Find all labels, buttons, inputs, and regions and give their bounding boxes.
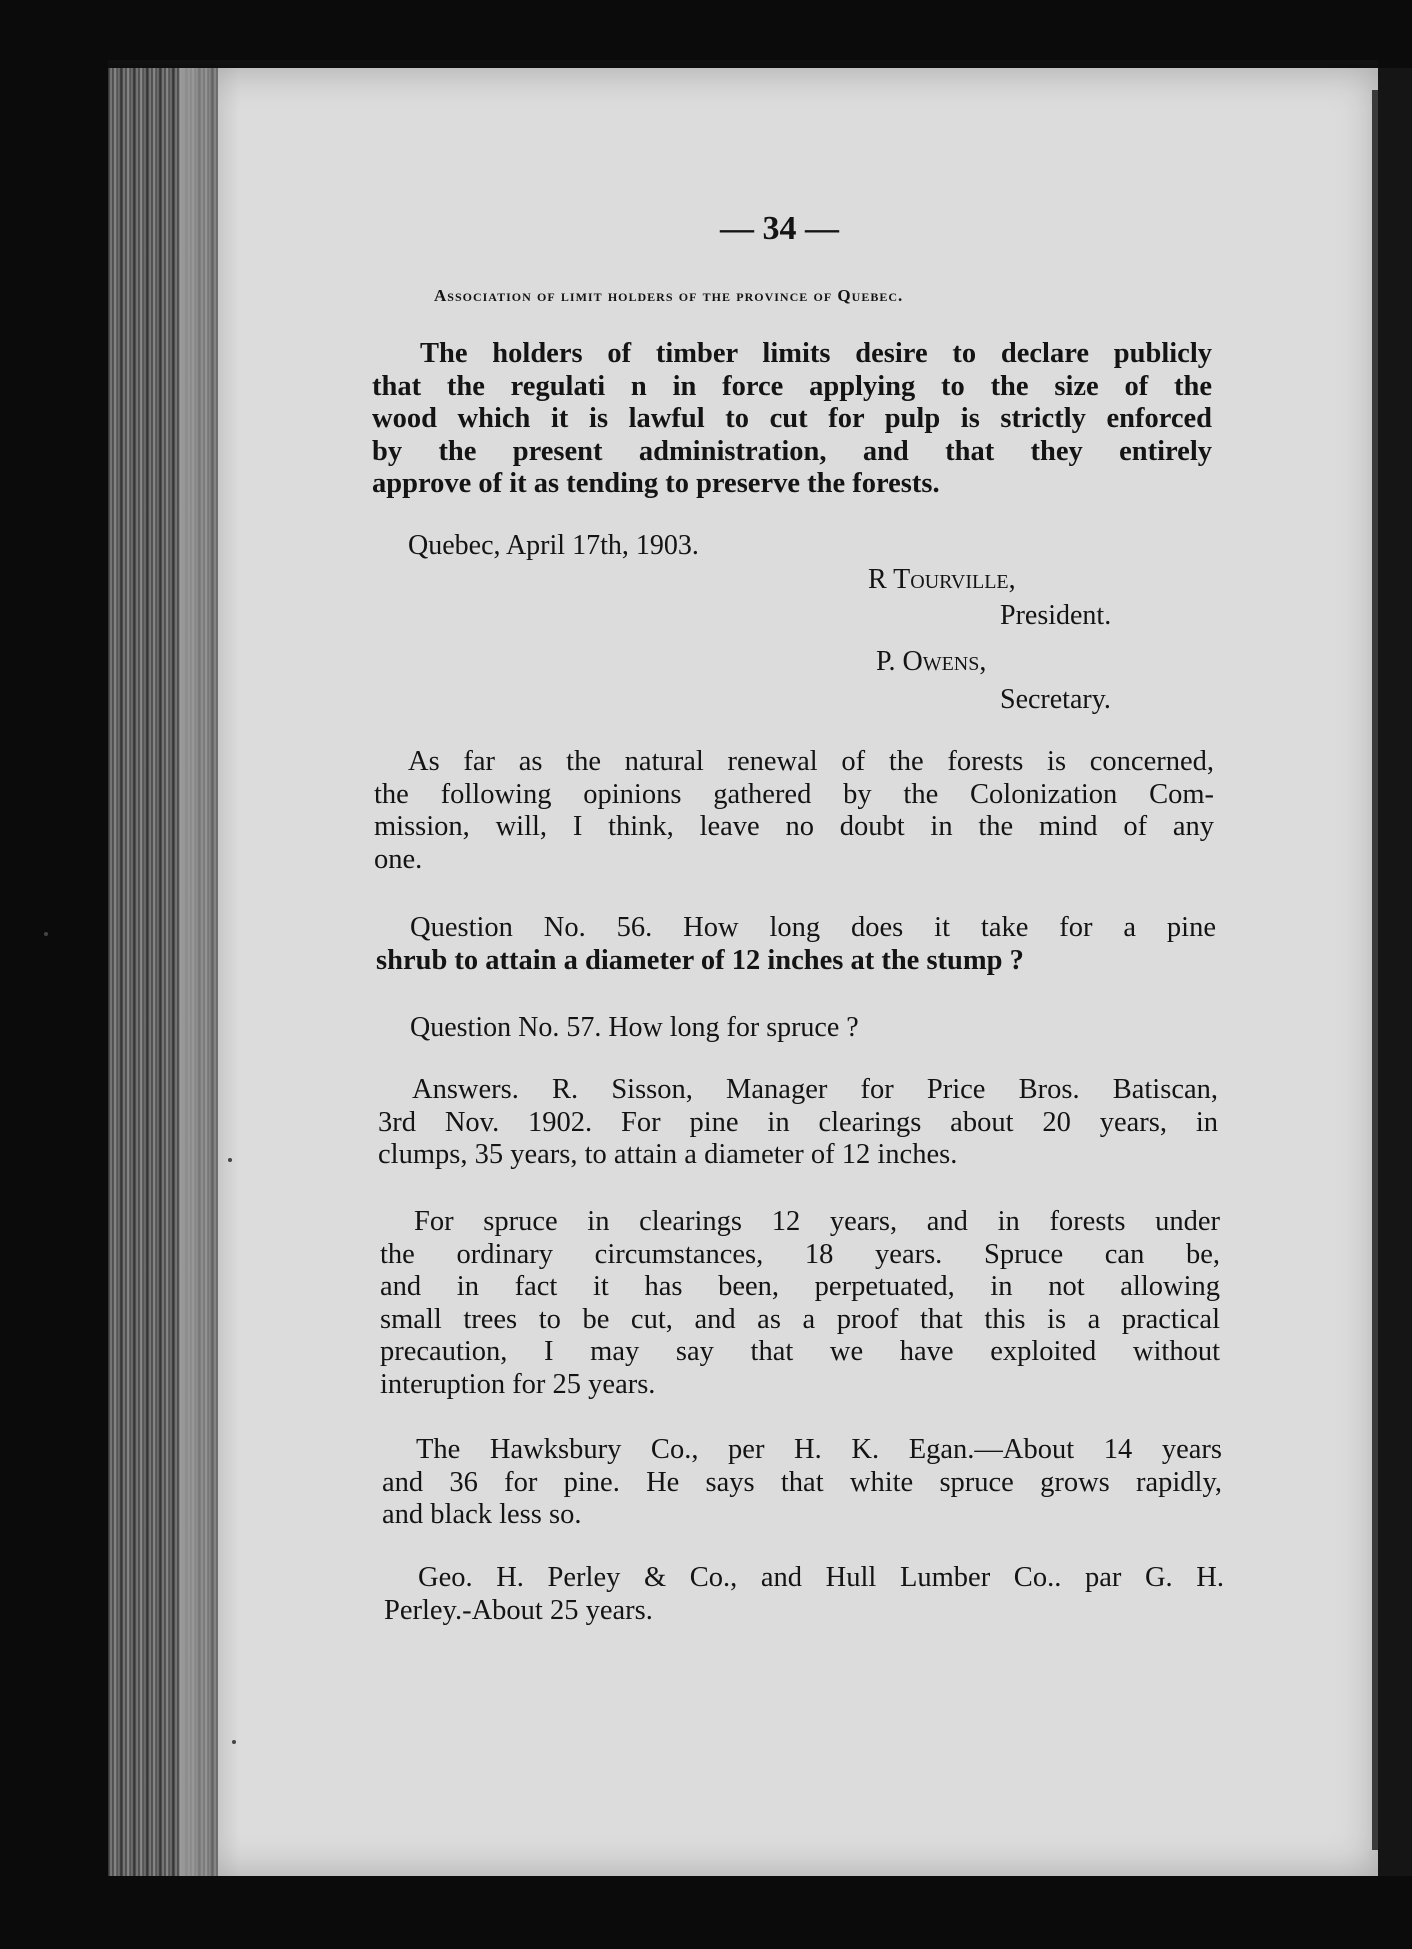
text-line: 3rd Nov. 1902. For pine in clearings about 20 years, in [378, 1106, 1218, 1138]
gutter-fade [180, 68, 240, 1876]
text-line: that the regulati n in force applying to the size of the [372, 370, 1212, 402]
text-line: approve of it as tending to preserve the forests. [372, 468, 940, 499]
paragraph-spruce [380, 1206, 1220, 1401]
text-line: The Hawksbury Co., per H. K. Egan.—About 14 years [416, 1434, 1222, 1465]
text-line: and black less so. [382, 1499, 582, 1530]
text-line: wood which it is lawful to cut for pulp is strictly enforced [372, 403, 1212, 434]
question-56 [376, 912, 1216, 977]
text-line: mission, will, I think, leave no doubt in the mind of any [374, 811, 1214, 842]
paragraph-hawksbury [382, 1434, 1222, 1532]
text-line: one. [374, 843, 423, 875]
text-line: shrub to attain a diameter of 12 inches at the stump ? [376, 944, 1024, 976]
paragraph-limit-holders [372, 338, 1212, 501]
text-line: Geo. H. Perley & Co., and Hull Lumber Co.. par G. H. [418, 1562, 1224, 1593]
text-line: small trees to be cut, and as a proof that this is a practical [380, 1303, 1220, 1335]
signature-name: P. Owens, [876, 646, 987, 677]
answers-sisson [378, 1074, 1218, 1172]
text-line: by the present administration, and that they entirely [372, 435, 1212, 467]
text-line: interuption for 25 years. [380, 1368, 656, 1400]
signature-title: President. [1000, 600, 1112, 631]
scan-right-border [1378, 68, 1412, 1876]
paragraph-perley [384, 1562, 1224, 1627]
text-line: As far as the natural renewal of the forests is concerned, [408, 746, 1214, 777]
speck [232, 1740, 236, 1744]
speck [44, 932, 48, 936]
paragraph-renewal [374, 746, 1214, 876]
dateline: Quebec, April 17th, 1903. [408, 530, 699, 561]
text-line: For spruce in clearings 12 years, and in forests under [414, 1206, 1220, 1237]
text-line: and 36 for pine. He says that white spruce grows rapidly, [382, 1466, 1222, 1498]
text-line: Answers. R. Sisson, Manager for Price Bros. Batiscan, [412, 1074, 1218, 1105]
page-number: — 34 — [720, 210, 839, 247]
text-line: and in fact it has been, perpetuated, in not allowing [380, 1271, 1220, 1302]
question-57: Question No. 57. How long for spruce ? [410, 1012, 859, 1043]
text-line: the ordinary circumstances, 18 years. Spruce can be, [380, 1238, 1220, 1270]
text-line: Question No. 56. How long does it take for a pine [410, 912, 1216, 943]
speck [228, 1158, 232, 1162]
signature-title: Secretary. [1000, 684, 1111, 715]
text-line: the following opinions gathered by the Colonization Com- [374, 778, 1214, 810]
text-line: precaution, I may say that we have exploited without [380, 1336, 1220, 1367]
signature-name: R Tourville, [868, 564, 1016, 595]
section-heading: Association of limit holders of the province of Quebec. [434, 286, 904, 305]
text-line: Perley.-About 25 years. [384, 1594, 653, 1626]
text-line: The holders of timber limits desire to declare publicly [420, 338, 1212, 369]
text-line: clumps, 35 years, to attain a diameter of 12 inches. [378, 1139, 958, 1170]
